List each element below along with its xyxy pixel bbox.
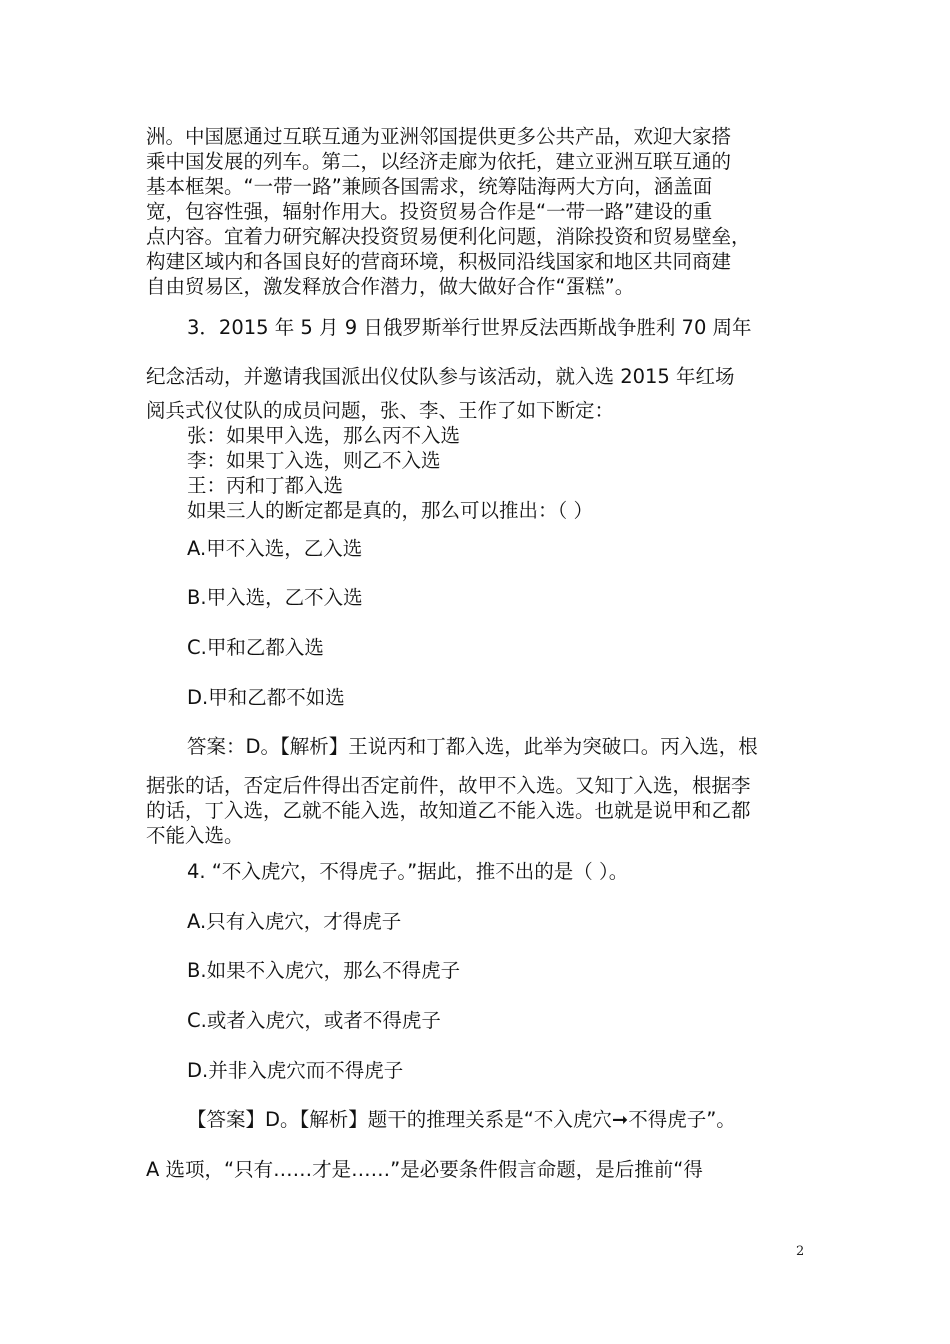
option-a: A.甲不入选，乙入选 bbox=[187, 537, 363, 560]
answer-line: 答案：D。【解析】王说丙和丁都入选，此举为突破口。丙入选，根 bbox=[187, 735, 758, 758]
option-d: D.并非入虎穴而不得虎子 bbox=[187, 1059, 404, 1082]
question-prompt: 如果三人的断定都是真的，那么可以推出：（ ） bbox=[187, 499, 593, 522]
text-line: 自由贸易区，激发释放合作潜力，做大做好合作“蛋糕”。 bbox=[146, 275, 635, 298]
question-4-stem: 4. “不入虎穴，不得虎子。”据此，推不出的是（ ）。 bbox=[187, 860, 629, 883]
option-d: D.甲和乙都不如选 bbox=[187, 686, 345, 709]
option-c: C.甲和乙都入选 bbox=[187, 636, 324, 659]
statement-li: 李：如果丁入选，则乙不入选 bbox=[187, 449, 441, 472]
statement-zhang: 张：如果甲入选，那么丙不入选 bbox=[187, 424, 461, 447]
answer-line: 【答案】D。【解析】题干的推理关系是“不入虎穴➞不得虎子”。 bbox=[187, 1108, 736, 1131]
option-b: B.如果不入虎穴，那么不得虎子 bbox=[187, 959, 461, 982]
text-line: 宽，包容性强，辐射作用大。投资贸易合作是“一带一路”建设的重 bbox=[146, 200, 713, 223]
text-line: 点内容。宜着力研究解决投资贸易便利化问题，消除投资和贸易壁垒， bbox=[146, 225, 751, 248]
text-line: 纪念活动，并邀请我国派出仪仗队参与该活动，就入选 2015 年红场 bbox=[146, 365, 735, 388]
text-line: 阅兵式仪仗队的成员问题，张、李、王作了如下断定： bbox=[146, 399, 615, 422]
text-line: 乘中国发展的列车。第二，以经济走廊为依托，建立亚洲互联互通的 bbox=[146, 150, 732, 173]
text-line: 据张的话，否定后件得出否定前件，故甲不入选。又知丁入选，根据李 bbox=[146, 774, 751, 797]
statement-wang: 王：丙和丁都入选 bbox=[187, 474, 344, 497]
question-3-stem: 3．2015 年 5 月 9 日俄罗斯举行世界反法西斯战争胜利 70 周年 bbox=[187, 316, 752, 339]
text-line: 不能入选。 bbox=[146, 824, 244, 847]
text-line: A 选项，“只有……才是……”是必要条件假言命题，是后推前“得 bbox=[146, 1158, 703, 1181]
text-line: 洲。中国愿通过互联互通为亚洲邻国提供更多公共产品，欢迎大家搭 bbox=[146, 125, 732, 148]
option-c: C.或者入虎穴，或者不得虎子 bbox=[187, 1009, 441, 1032]
option-b: B.甲入选，乙不入选 bbox=[187, 586, 363, 609]
option-a: A.只有入虎穴，才得虎子 bbox=[187, 910, 402, 933]
text-line: 的话，丁入选，乙就不能入选，故知道乙不能入选。也就是说甲和乙都 bbox=[146, 799, 751, 822]
text-line: 构建区域内和各国良好的营商环境，积极同沿线国家和地区共同商建 bbox=[146, 250, 732, 273]
text-line: 基本框架。“一带一路”兼顾各国需求，统筹陆海两大方向，涵盖面 bbox=[146, 175, 713, 198]
page-number: 2 bbox=[796, 1244, 805, 1259]
